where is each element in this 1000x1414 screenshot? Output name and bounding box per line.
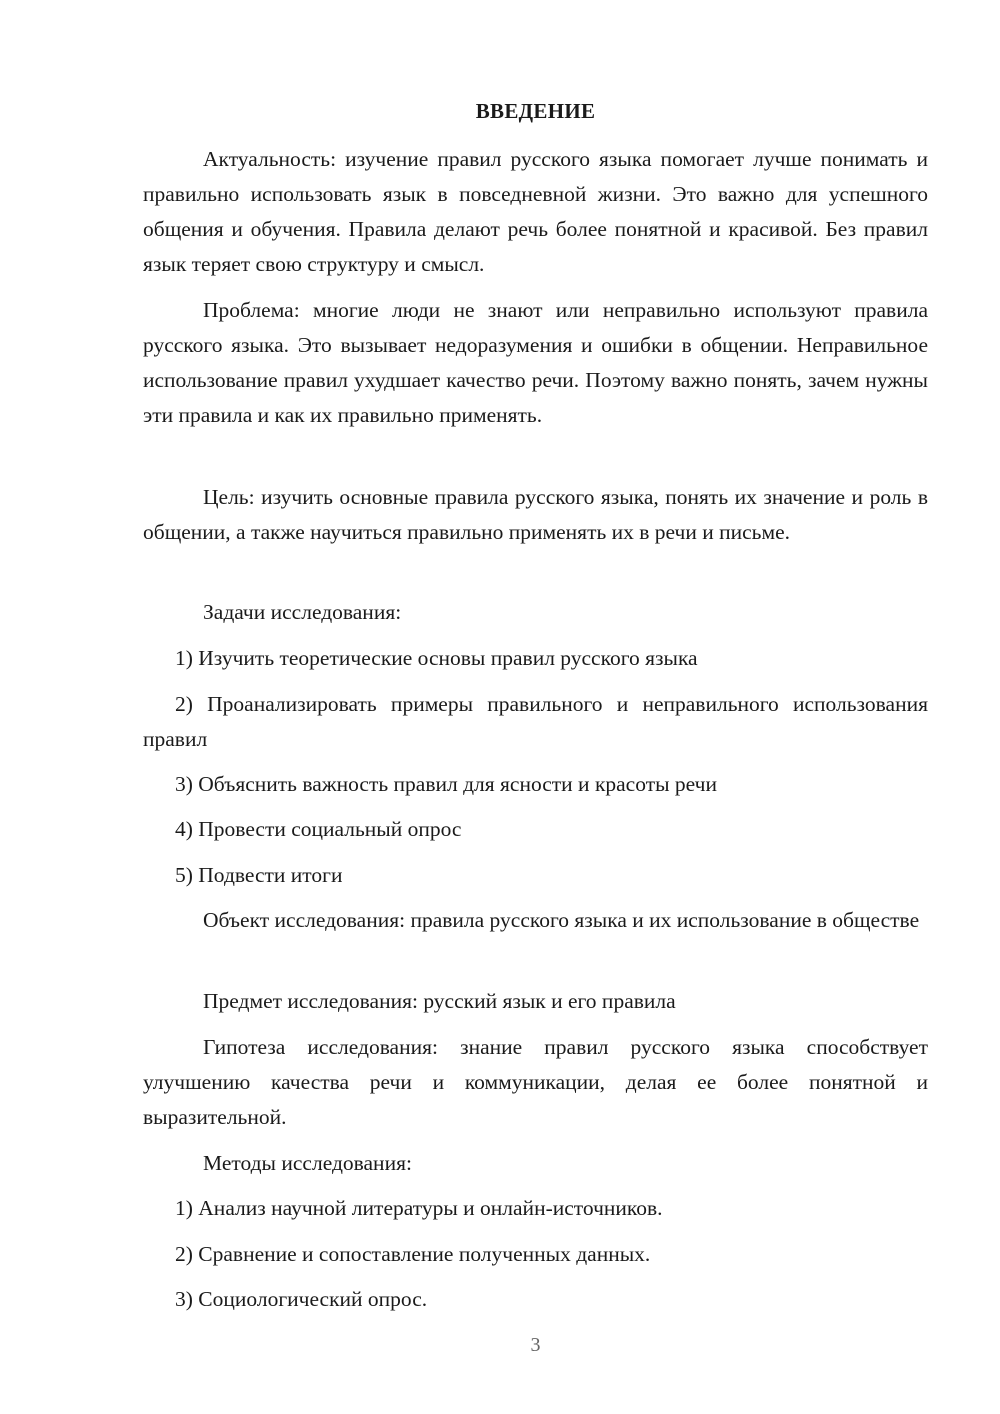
task-item: 1) Изучить теоретические основы правил русского языка bbox=[175, 646, 698, 670]
method-item: 1) Анализ научной литературы и онлайн-источников. bbox=[175, 1196, 663, 1220]
task-item: 3) Объяснить важность правил для ясности и красоты речи bbox=[175, 772, 717, 796]
document-page bbox=[143, 0, 928, 1414]
subject-paragraph: Предмет исследования: русский язык и его правила bbox=[203, 989, 676, 1013]
page-number: 3 bbox=[530, 1334, 541, 1356]
hypothesis-paragraph: Гипотеза исследования: знание правил русского языка способствует улучшению качества речи и коммуникации, делая ее более понятной и выразительной. bbox=[143, 1035, 928, 1129]
goal-paragraph: Цель: изучить основные правила русского языка, понять их значение и роль в общении, а также научиться правильно применять их в речи и письме. bbox=[143, 485, 928, 544]
actuality-paragraph: Актуальность: изучение правил русского языка помогает лучше понимать и правильно использовать язык в повседневной жизни. Это важно для успешного общения и обучения. Правила делают речь более понятной и красивой. Без правил язык теряет свою структуру и смысл. bbox=[143, 147, 928, 276]
task-item: 5) Подвести итоги bbox=[175, 863, 343, 887]
section-heading: ВВЕДЕНИЕ bbox=[475, 99, 596, 123]
problem-paragraph: Проблема: многие люди не знают или неправильно используют правила русского языка. Это вызывает недоразумения и ошибки в общении. Неправильное использование правил ухудшает качество речи. Поэтому важно понять, зачем нужны эти правила и как их правильно применять. bbox=[143, 298, 928, 427]
method-item: 3) Социологический опрос. bbox=[175, 1287, 428, 1311]
task-item: 2) Проанализировать примеры правильного и неправильного использования правил bbox=[143, 692, 928, 751]
tasks-title: Задачи исследования: bbox=[203, 600, 402, 624]
method-item: 2) Сравнение и сопоставление полученных данных. bbox=[175, 1242, 651, 1266]
object-paragraph: Объект исследования: правила русского языка и их использование в обществе bbox=[203, 908, 920, 932]
methods-title: Методы исследования: bbox=[203, 1151, 412, 1175]
task-item: 4) Провести социальный опрос bbox=[175, 817, 462, 841]
